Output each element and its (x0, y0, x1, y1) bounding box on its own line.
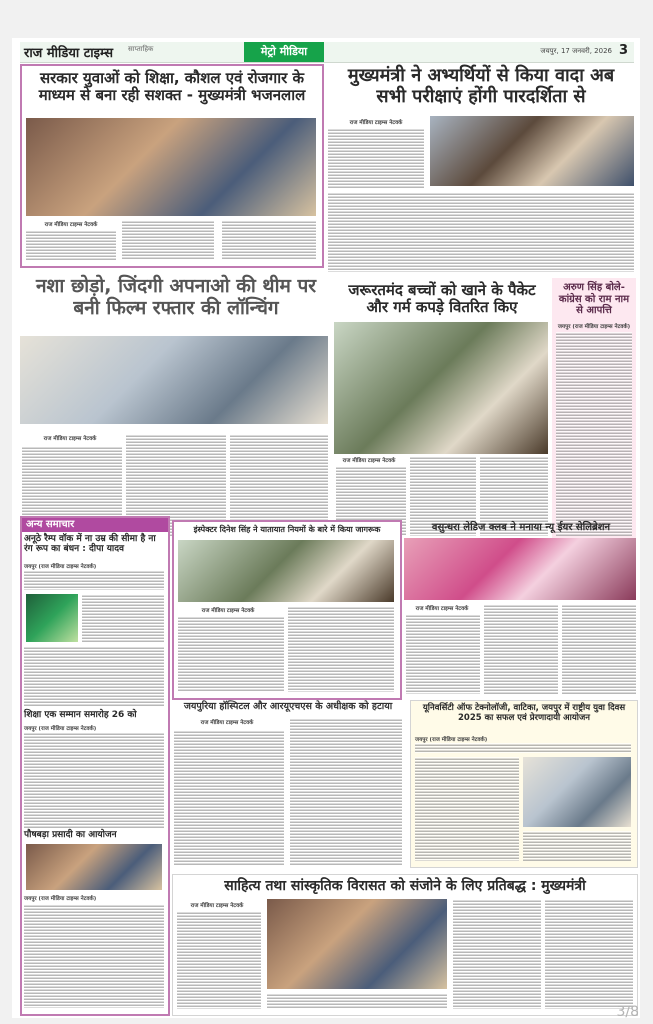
page-indicator: 3/8 (616, 1004, 639, 1020)
body-text (556, 332, 632, 536)
story-film-launch (20, 274, 332, 544)
headline: यूनिवर्सिटी ऑफ टेक्नोलॉजी, वाटिका, जयपुर में राष्ट्रीय युवा दिवस 2025 का सफल एवं प्रेरणादायी आयोजन (422, 703, 626, 723)
story-inspector (172, 520, 402, 700)
body-text (406, 614, 480, 694)
story-vasundhara (404, 520, 638, 698)
byline: जयपुर (राज मीडिया टाइम्स नेटवर्क) (415, 737, 488, 743)
story-university (410, 700, 638, 868)
byline: राज मीडिया टाइम्स नेटवर्क (43, 436, 97, 442)
paper-subtitle: साप्ताहिक (128, 45, 154, 53)
byline: राज मीडिया टाइम्स नेटवर्क (349, 120, 403, 126)
body-text (267, 993, 447, 1009)
body-text (24, 646, 164, 706)
story-cm-youth (20, 64, 324, 268)
section-banner: मेट्रो मीडिया (244, 42, 324, 62)
newspaper-page (12, 38, 640, 1018)
story-photo (404, 538, 636, 600)
other-news-column (20, 516, 170, 1016)
byline: जयपुर (राज मीडिया टाइम्स नेटवर्क) (24, 896, 97, 902)
byline: राज मीडिया टाइम्स नेटवर्क (44, 222, 98, 228)
story-photo (26, 118, 316, 216)
headline: पौषबड़ा प्रसादी का आयोजन (24, 830, 117, 840)
body-text (174, 730, 284, 866)
page-number: 3 (618, 43, 628, 58)
body-text (24, 570, 164, 590)
headline: अरुण सिंह बोले- कांग्रेस को राम नाम से आपत्ति (558, 282, 630, 316)
headline: अनूठे रैम्प वॉक में ना उम्र की सीमा है ना रंग रूप का बंधन : दीपा यादव (24, 534, 156, 555)
body-text (484, 604, 558, 694)
story-photo (26, 844, 162, 890)
body-text (24, 904, 164, 1008)
body-text (523, 831, 631, 861)
byline: जयपुर (राज मीडिया टाइम्स नेटवर्क) (24, 564, 97, 570)
story-photo (430, 116, 634, 186)
byline: राज मीडिया टाइम्स नेटवर्क (342, 458, 396, 464)
story-cm-exams (326, 64, 636, 276)
headline: शिक्षा एक सम्मान समारोह 26 को (24, 710, 137, 720)
story-arun-singh (552, 278, 636, 542)
headline: वसुन्धरा लेडिज क्लब ने मनाया न्यू ईयर सेलिब्रेशन (431, 522, 611, 533)
headline: मुख्यमंत्री ने अभ्यर्थियों से किया वादा अब सभी परीक्षाएं होंगी पारदर्शिता से (347, 65, 615, 107)
story-photo (334, 322, 548, 454)
body-text (288, 606, 394, 692)
body-text (222, 220, 316, 260)
body-text (562, 604, 636, 694)
byline: राज मीडिया टाइम्स नेटवर्क (201, 608, 255, 614)
body-text (415, 743, 631, 753)
headline: नशा छोड़ो, जिंदगी अपनाओ की थीम पर बनी फिल्म रफ्तार की लॉन्चिंग (35, 275, 317, 319)
body-text (328, 192, 634, 272)
byline: राज मीडिया टाइम्स नेटवर्क (415, 606, 469, 612)
headline: इंस्पेक्टर दिनेश सिंह ने यातायात नियमों के बारे में किया जागरूक (193, 525, 381, 534)
body-text (178, 616, 284, 692)
body-text (82, 594, 164, 642)
masthead (20, 42, 634, 63)
body-text (24, 732, 164, 828)
body-text (453, 899, 541, 1009)
body-text (328, 128, 424, 188)
story-photo (26, 594, 78, 642)
story-food-packets (334, 280, 550, 544)
paper-title: राज मीडिया टाइम्स (24, 46, 114, 61)
story-photo (20, 336, 328, 424)
body-text (177, 911, 261, 1009)
headline: साहित्य तथा सांस्कृतिक विरासत को संजोने के लिए प्रतिबद्ध : मुख्यमंत्री (224, 878, 586, 894)
issue-date: जयपुर, 17 जनवरी, 2026 (540, 47, 612, 55)
byline: जयपुर (राज मीडिया टाइम्स नेटवर्क) (557, 324, 631, 330)
body-text (26, 230, 116, 260)
story-photo (178, 540, 394, 602)
body-text (122, 220, 214, 260)
body-text (415, 757, 519, 861)
byline: राज मीडिया टाइम्स नेटवर्क (190, 903, 244, 909)
headline: सरकार युवाओं को शिक्षा, कौशल एवं रोजगार के माध्यम से बना रही सशक्त - मुख्यमंत्री भजनलाल (38, 69, 306, 105)
section-label: अन्य समाचार (22, 518, 168, 532)
story-sahitya (172, 874, 638, 1016)
headline: जयपुरिया हॉस्पिटल और आरयूएचएस के अधीक्षक को हटाया (183, 701, 393, 712)
body-text (545, 899, 633, 1009)
story-jaipuria (172, 700, 404, 870)
byline: जयपुर (राज मीडिया टाइम्स नेटवर्क) (24, 726, 97, 732)
byline: राज मीडिया टाइम्स नेटवर्क (200, 720, 254, 726)
story-photo (267, 899, 447, 989)
body-text (290, 718, 402, 866)
story-photo (523, 757, 631, 827)
headline: जरूरतमंद बच्चों को खाने के पैकेट और गर्म कपड़े वितरित किए (348, 281, 536, 317)
